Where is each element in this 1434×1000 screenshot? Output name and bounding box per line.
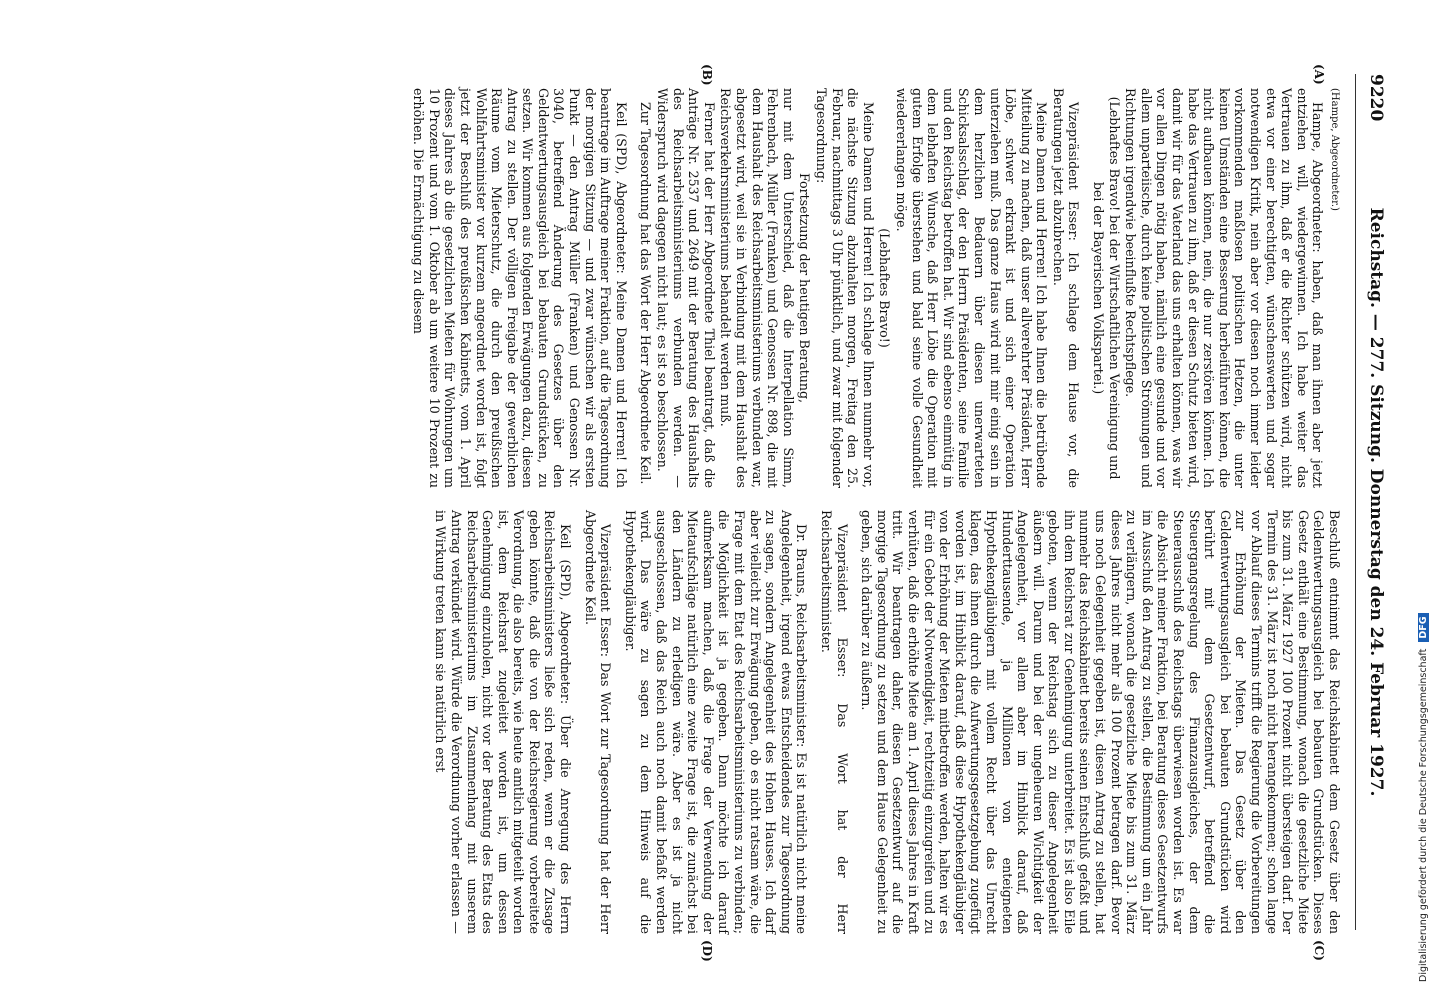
header-rule: [1355, 74, 1356, 930]
paragraph: Hampe, Abgeordneter: haben, daß man ihnen aber jetzt entziehen will, wiedergewinnen. Ich habe weiter das Vertrauen zu ihm, daß er die Richter schützen wird, nicht etwa vor einer berechtigten, wünschenswerten und sogar notwendigen Kritik, nein aber vor diesen noch immer leider vorkommenden maßlosen politischen Hetzen, die unter keinen Umständen eine Besserung herbeiführen können, die nicht aufbauen können, nein, die nur zerstören können. Ich habe das Vertrauen zu ihm, daß er diesen Schutz bieten wird, damit wir für das Vaterland das uns erhalten können, was wir vor allen Dingen nötig haben, nämlich eine gesunde und vor allem unparteiische, durch keine politischen Strömungen und Richtungen irgendwie beeinflußte Rechtspflege.: [1123, 88, 1326, 488]
paragraph: Vizepräsident Esser: Das Wort zur Tagesordnung hat der Herr Abgeordnete Keil.: [582, 510, 614, 934]
paragraph: Meine Damen und Herren! Ich schlage Ihnen nunmehr vor, die nächste Sitzung abzuhalten morgen, Freitag den 25. Februar, nachmittags 3 Uhr pünktlich, und zwar mit folgender Tagesordnung:: [814, 88, 876, 488]
paragraph: Meine Damen und Herren! Ich habe Ihnen die betrübende Mitteilung zu machen, daß unser allverehrter Präsident, Herr Löbe, schwer erkrankt ist und sich einer Operation unterziehen muß. Das ganze Haus wird mit mir einig sein in dem herzlichen Bedauern über diesen unerwarteten Schicksalsschlag, der den Herrn Präsidenten, seine Familie und den Reichstag betroffen hat. Wir sind ebenso einmütig in dem lebhaften Wunsche, daß Herr Löbe die Operation mit gutem Erfolge überstehen und bald seine volle Gesundheit wiedererlangen möge.: [893, 88, 1050, 488]
margin-mark-a: (A): [1312, 64, 1326, 85]
right-column: [432, 510, 1342, 934]
page-number: 9220: [1366, 74, 1386, 122]
paragraph: Zur Tagesordnung hat das Wort der Herr Abgeordnete Keil.: [638, 102, 654, 485]
paragraph: Ferner hat der Herr Abgeordnete Thiel beantragt, daß die Anträge Nr. 2537 und 2649 mit der Beratung des Haushalts des Reichsarbeitsministeriums verbunden werden. — Widerspruch wird dagegen nicht laut; es ist so beschlossen.: [655, 88, 717, 488]
paragraph: nur mit dem Unterschied, daß die Interpellation Simm, Fehrenbach, Müller (Franken) und Genossen Nr. 898, die mit dem Haushalt des Reichsarbeitsministeriums verbunden war, abgesetzt wird, weil sie in Verbindung mit dem Haushalt des Reichsverkehrsministeriums behandelt werden muß.: [718, 88, 796, 488]
paragraph: Keil (SPD), Abgeordneter: Meine Damen und Herren! Ich beantrage im Auftrage meiner Fraktion, auf die Tagesordnung der morgigen Sitzung — und zwar wünschen wir als ersten Punkt — den Antrag Müller (Franken) und Genossen Nr. 3040, betreffend Änderung des Gesetzes über den Geldentwertungsausgleich bei bebauten Grundstücken, zu setzen. Wir kommen aus folgenden Erwägungen dazu, diesen Antrag zu stellen. Der völligen Freigabe der gewerblichen Räume vom Mieterschutz, die durch den preußischen Wohlfahrtsminister vor kurzem angeordnet worden ist, folgt jetzt der Beschluß des preußischen Kabinetts, vom 1. April dieses Jahres ab die gesetzlichen Mieten für Wohnungen um 10 Prozent und vom 1. Oktober ab um weitere 10 Prozent zu erhöhen. Die Ermächtigung zu diesem: [411, 88, 629, 488]
applause-note: (Lebhaftes Bravo!): [877, 228, 893, 348]
paragraph: Beschluß entnimmt das Reichskabinett dem Gesetz über den Geldentwertungsausgleich bei bebauten Grundstücken. Dieses Gesetz enthält eine Bestimmung, wonach die gesetzliche Miete bis zum 31. März 1927 100 Prozent nicht übersteigen darf. Der Termin des 31. März ist noch nicht herangekommen; schon lange vor Ablauf dieses Termins trifft die Regierung die Vorbereitungen zur Erhöhung der Mieten. Das Gesetz über den Geldentwertungsausgleich bei bebauten Grundstücken wird berührt mit dem Gesetzentwurf, betreffend die Steuergangsregelung des Finanzausgleiches, der dem Steuerausschuß des Reichstags überwiesen worden ist. Es war die Absicht meiner Fraktion, bei Beratung dieses Gesetzentwurfs im Ausschuß den Antrag zu stellen, die Bestimmung um ein Jahr zu verlängern, wonach die gesetzliche Miete bis zum 31. März dieses Jahres nicht mehr als 100 Prozent betragen darf. Bevor uns noch Gelegenheit gegeben ist, diesen Antrag zu stellen, hat nunmehr das Reichskabinett bereits seinen Entschluß gefaßt und ihn dem Reichsrat zur Genehmigung unterbreitet. Es ist also Eile geboten, wenn der Reichstag sich zu dieser Angelegenheit äußern will. Darum und bei der ungeheuren Wichtigkeit der Angelegenheit, vor allem aber im Hinblick darauf, daß Hunderttausende, ja Millionen von enteigneten Hypothekengläubigern mit vollem Recht über das Unrecht klagen, das ihnen durch die Aufwertungsgesetzgebung zugefügt worden ist, im Hinblick darauf, daß diese Hypothekengläubiger von der Erhöhung der Mieten mitbetroffen werden, halten wir es für ein Gebot der Notwendigkeit, rechtzeitig einzugreifen und zu verhüten, daß die erhöhte Miete am 1. April dieses Jahres in Kraft tritt. Wir beantragen daher, diesen Gesetzentwurf auf die morgige Tagesordnung zu setzen und dem Hause Gelegenheit zu geben, sich darüber zu äußern.: [859, 510, 1342, 934]
applause-note: (Lebhaftes Bravo! bei der Wirtschaftlichen Vereinigung und bei der Bayerischen Volkspartei.): [1091, 96, 1122, 480]
paragraph: Vizepräsident Esser: Ich schlage dem Hause vor, die Beratungen jetzt abzubrechen.: [1050, 88, 1082, 488]
paragraph: Dr. Brauns, Reichsarbeitsminister: Es ist natürlich nicht meine Angelegenheit, irgend etwas Entscheidendes zur Tagesordnung zu sagen, sondern Angelegenheit des Hohen Hauses. Ich darf aber vielleicht zur Erwägung geben, ob es nicht ratsam wäre, die Frage mit dem Etat des Reichsarbeitsministeriums zu verbinden; die Möglichkeit ist ja gegeben. Dann möchte ich darauf aufmerksam machen, daß die Frage der Verwendung der Mietaufschläge natürlich eine zweite Frage ist, die zunächst bei den Ländern zu erledigen wäre. Aber es ist ja nicht ausgeschlossen, daß das Reich auch noch damit befaßt werden wird. Das wäre zu sagen zu dem Hinweis auf die Hypothekengläubiger.: [622, 510, 810, 934]
agenda-item: Fortsetzung der heutigen Beratung,: [797, 172, 813, 404]
funding-text: Digitalisierung gefördert durch die Deutsche Forschungsgemeinschaft: [1418, 648, 1429, 982]
margin-mark-c: (C): [1312, 940, 1326, 961]
dfg-logo: DFG: [1418, 613, 1429, 641]
speaker-continuation: (Hampe, Abgeordneter.): [1329, 88, 1340, 211]
paragraph: Keil (SPD), Abgeordneter: Über die Anregung des Herrn Reichsarbeitsministers ließe sich reden, wenn er die Zusage geben könnte, daß die von der Reichsregierung vorbereitete Verordnung, die also bereits, wie heute amtlich mitgeteilt worden ist, dem Reichsrat zugeleitet worden ist, um dessen Genehmigung einzuholen, nicht vor der Beratung des Etats des Reichsarbeitsministeriums im Zusammenhang mit unserem Antrag verkündet wird. Würde die Verordnung vorher erlassen — in Wirkung treten kann sie natürlich erst: [433, 510, 574, 934]
paragraph: Vizepräsident Esser: Das Wort hat der Herr Reichsarbeitsminister.: [819, 510, 850, 934]
margin-mark-d: (D): [700, 940, 714, 962]
page-header: [1360, 74, 1386, 930]
running-title: Reichstag. — 277. Sitzung. Donnerstag den 24. Februar 1927.: [1366, 207, 1386, 797]
left-column: [410, 88, 1342, 488]
margin-mark-b: (B): [700, 64, 714, 86]
digitization-note: [1404, 10, 1429, 990]
